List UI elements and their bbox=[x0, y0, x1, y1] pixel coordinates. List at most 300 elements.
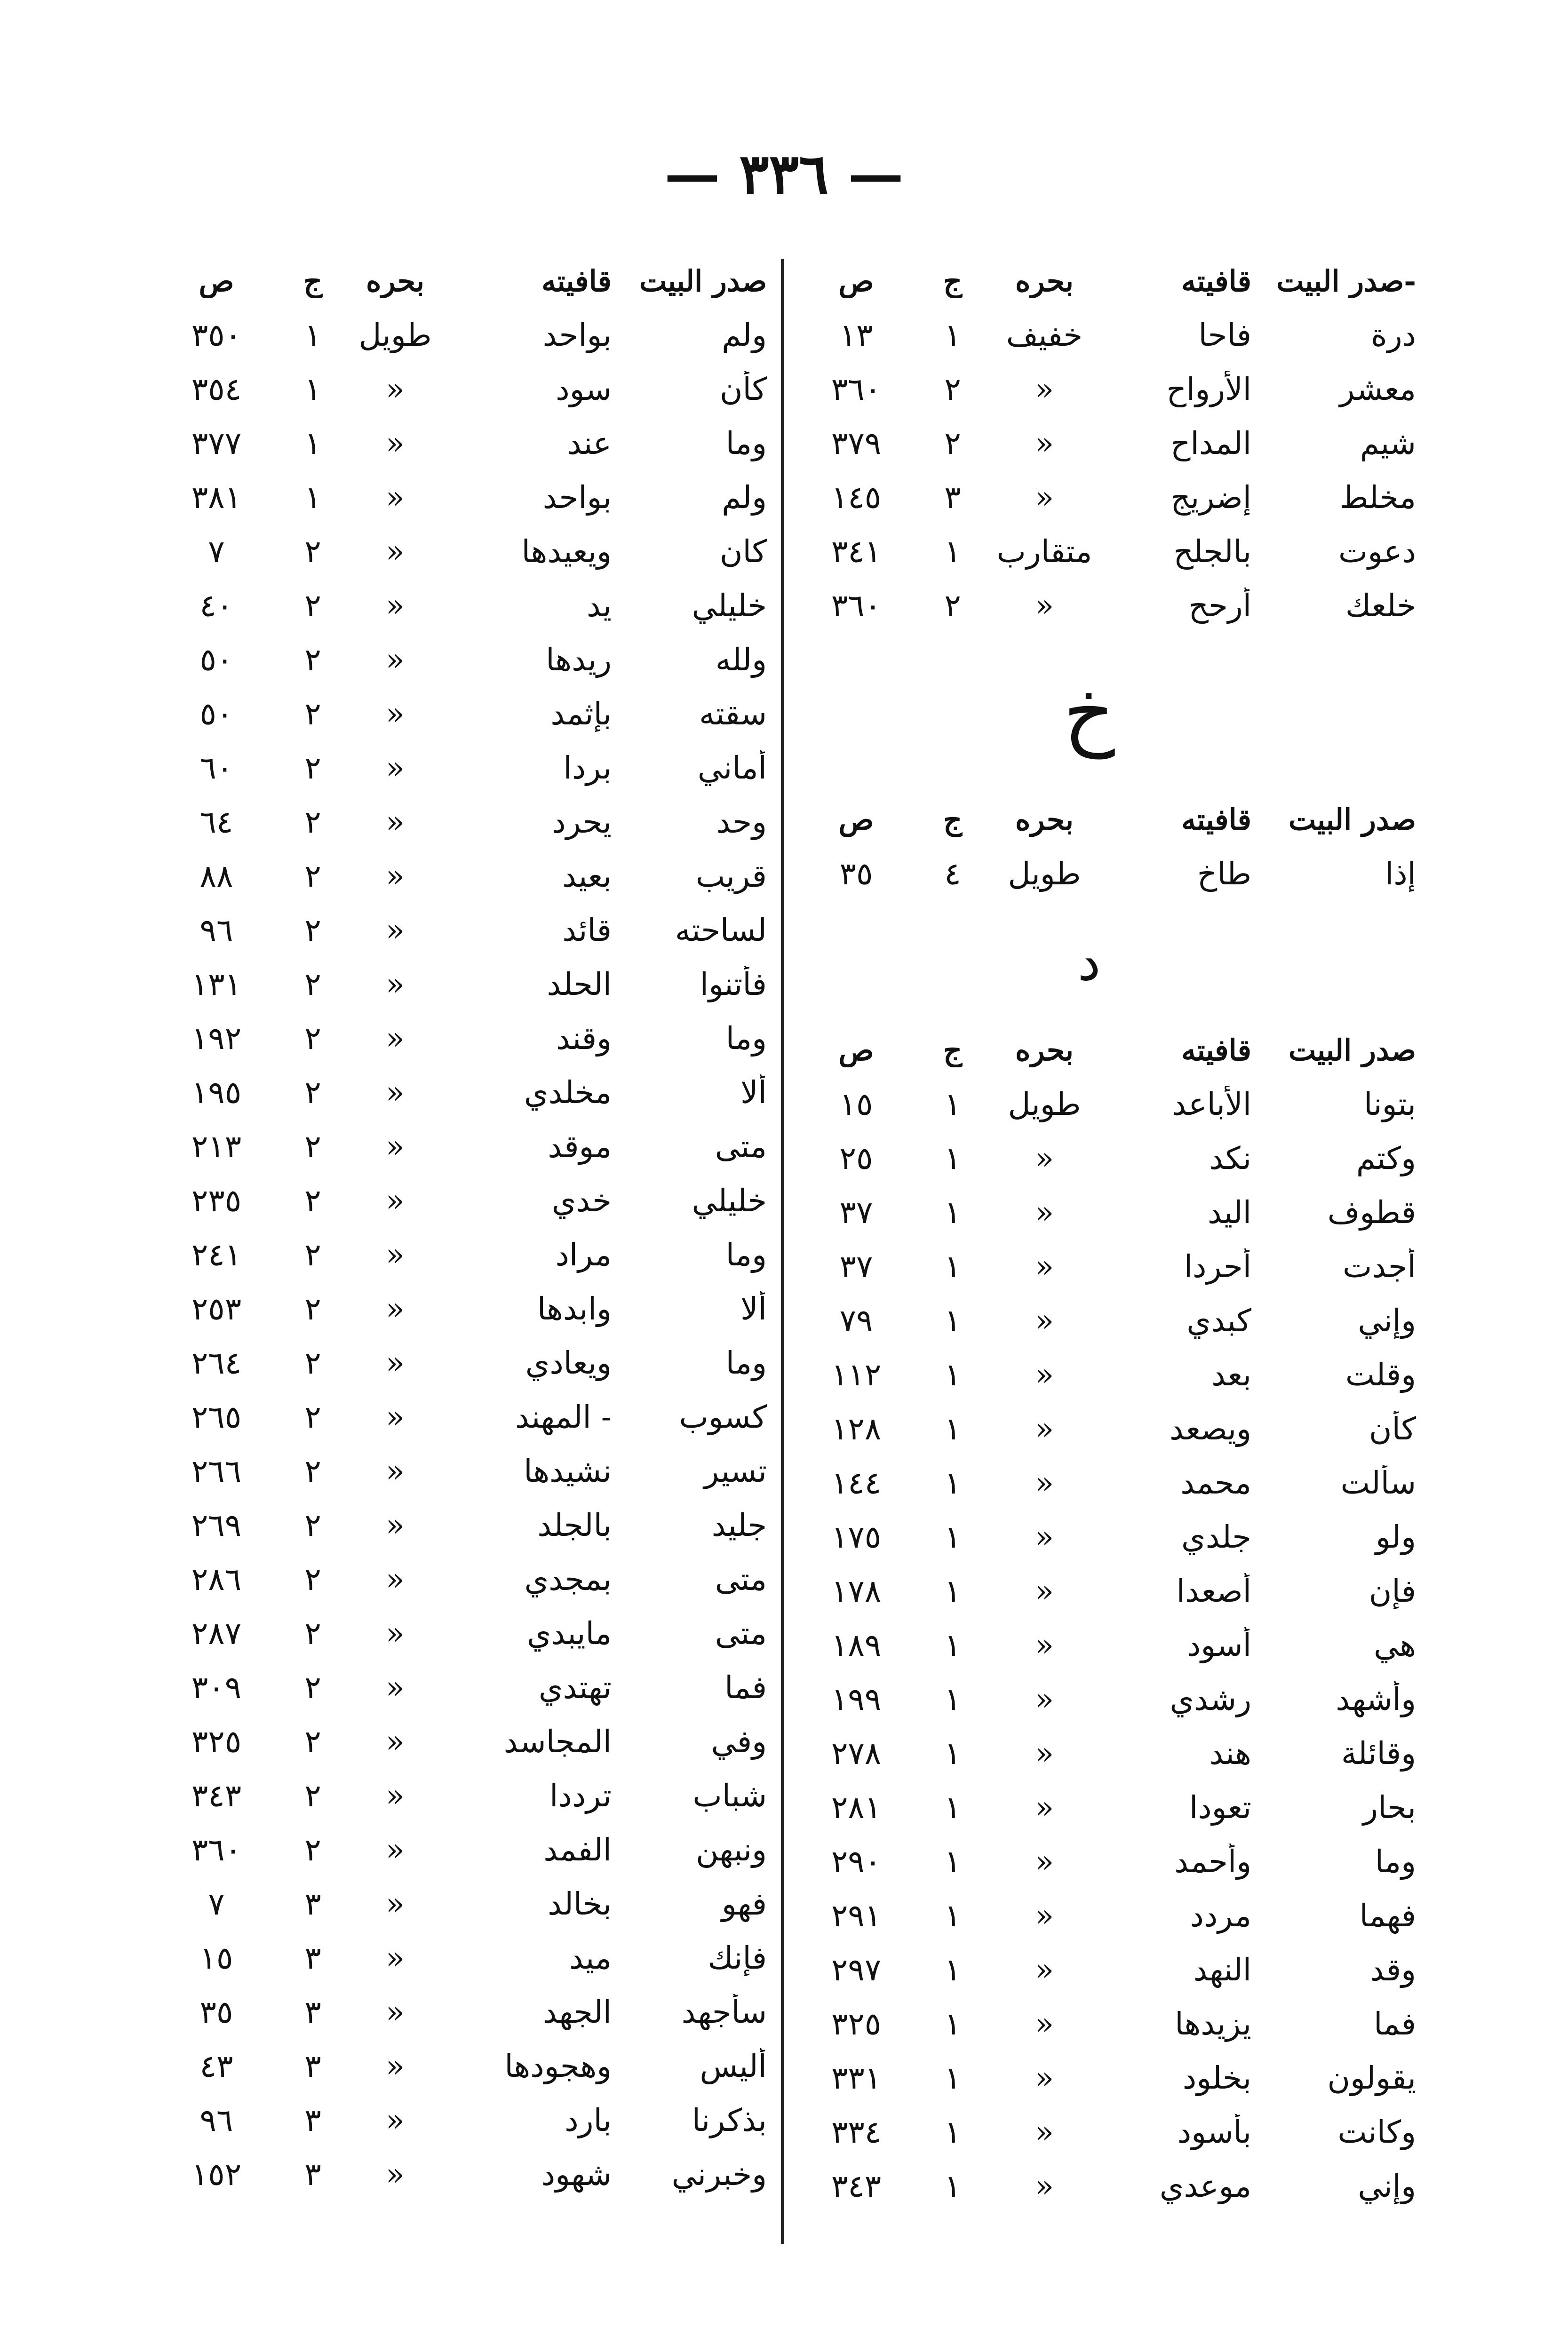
table-row bbox=[790, 1185, 1416, 1240]
cell-safha: ٣٦٠ bbox=[831, 588, 882, 624]
table-row bbox=[790, 1780, 1416, 1835]
cell-bahr: « bbox=[1035, 2006, 1054, 2042]
cell-safha: ١٥ bbox=[839, 1086, 873, 1122]
cell-bahr: « bbox=[385, 1669, 405, 1706]
table-row bbox=[151, 795, 767, 849]
cell-sadr: وإني bbox=[1358, 2168, 1416, 2204]
cell-qafiya: كبدي bbox=[1186, 1303, 1251, 1339]
cell-bahr: « bbox=[1035, 2114, 1054, 2150]
cell-safha: ٣٢٥ bbox=[831, 2006, 882, 2042]
cell-juz: ٢ bbox=[304, 1507, 321, 1543]
header-juz: ج bbox=[303, 264, 323, 298]
cell-bahr: « bbox=[385, 750, 405, 786]
cell-qafiya: الفمد bbox=[543, 1832, 612, 1868]
cell-sadr: ولم bbox=[722, 479, 767, 516]
cell-juz: ٢ bbox=[304, 1832, 321, 1868]
cell-bahr: « bbox=[1035, 1303, 1054, 1339]
cell-sadr: لساحته bbox=[675, 912, 767, 948]
cell-bahr: « bbox=[385, 1615, 405, 1652]
cell-sadr: تسير bbox=[704, 1453, 767, 1489]
cell-juz: ٢ bbox=[944, 371, 961, 407]
cell-safha: ٣٥ bbox=[839, 856, 873, 892]
cell-bahr: طويل bbox=[1008, 1086, 1081, 1122]
table-row bbox=[790, 1402, 1416, 1456]
table-row bbox=[790, 1077, 1416, 1131]
cell-bahr: « bbox=[385, 2102, 405, 2138]
cell-qafiya: وابدها bbox=[537, 1291, 612, 1327]
table-row bbox=[790, 308, 1416, 362]
cell-qafiya: بالجلح bbox=[1173, 533, 1251, 570]
cell-sadr: وفي bbox=[711, 1724, 767, 1760]
table-row bbox=[151, 1065, 767, 1120]
cell-safha: ٢٨٧ bbox=[191, 1615, 242, 1652]
table-row bbox=[790, 1726, 1416, 1780]
cell-juz: ٢ bbox=[304, 912, 321, 948]
cell-juz: ١ bbox=[944, 1952, 961, 1988]
header-bahr: بحره bbox=[366, 264, 424, 298]
cell-bahr: « bbox=[385, 1940, 405, 1976]
cell-safha: ٣٧ bbox=[839, 1248, 873, 1285]
cell-bahr: « bbox=[1035, 1140, 1054, 1176]
cell-sadr: بحار bbox=[1363, 1789, 1416, 1826]
cell-bahr: « bbox=[385, 804, 405, 840]
cell-juz: ١ bbox=[304, 371, 321, 407]
cell-juz: ١ bbox=[944, 1681, 961, 1717]
cell-juz: ٢ bbox=[304, 1291, 321, 1327]
cell-bahr: « bbox=[385, 912, 405, 948]
cell-bahr: خفيف bbox=[1006, 317, 1083, 353]
cell-juz: ١ bbox=[944, 1735, 961, 1772]
table-row bbox=[151, 1174, 767, 1228]
cell-safha: ٢٦٥ bbox=[191, 1399, 242, 1435]
cell-juz: ٢ bbox=[304, 858, 321, 894]
right-header-row bbox=[790, 254, 1416, 308]
table-row bbox=[151, 1120, 767, 1174]
cell-juz: ١ bbox=[944, 317, 961, 353]
cell-qafiya: تعودا bbox=[1189, 1789, 1251, 1826]
cell-bahr: « bbox=[1035, 1952, 1054, 1988]
cell-sadr: سقته bbox=[699, 696, 767, 732]
cell-qafiya: وهجودها bbox=[504, 2048, 612, 2084]
table-row bbox=[151, 957, 767, 1011]
cell-safha: ٨٨ bbox=[199, 858, 233, 894]
cell-safha: ٢٩١ bbox=[831, 1898, 882, 1934]
table-row bbox=[151, 849, 767, 903]
cell-sadr: وقد bbox=[1369, 1952, 1416, 1988]
cell-safha: ٢٦٦ bbox=[191, 1453, 242, 1489]
cell-bahr: طويل bbox=[358, 317, 432, 353]
table-row bbox=[151, 1336, 767, 1390]
cell-safha: ٢١٣ bbox=[191, 1128, 242, 1165]
cell-bahr: « bbox=[385, 1074, 405, 1111]
cell-juz: ٢ bbox=[304, 696, 321, 732]
cell-safha: ١٩٥ bbox=[191, 1074, 242, 1111]
column-divider bbox=[781, 259, 784, 2244]
cell-qafiya: الأرواح bbox=[1166, 371, 1251, 407]
cell-juz: ٣ bbox=[304, 2102, 321, 2138]
cell-safha: ٥٠ bbox=[199, 696, 233, 732]
table-row bbox=[151, 687, 767, 741]
cell-sadr: سألت bbox=[1340, 1465, 1416, 1501]
table-row bbox=[151, 1823, 767, 1877]
cell-bahr: « bbox=[1035, 1789, 1054, 1826]
cell-bahr: « bbox=[385, 588, 405, 624]
header-juz: ج bbox=[943, 264, 963, 298]
cell-bahr: « bbox=[385, 1291, 405, 1327]
header-qafiya: قافيته bbox=[1181, 264, 1251, 298]
cell-qafiya: المداح bbox=[1170, 425, 1251, 461]
cell-sadr: خليلي bbox=[692, 588, 767, 624]
cell-qafiya: قائد bbox=[562, 912, 612, 948]
cell-bahr: « bbox=[385, 1778, 405, 1814]
cell-safha: ٤٣ bbox=[199, 2048, 233, 2084]
cell-qafiya: مايبدي bbox=[526, 1615, 612, 1652]
header-bahr: بحره bbox=[1015, 1033, 1074, 1067]
cell-qafiya: النهد bbox=[1193, 1952, 1251, 1988]
cell-sadr: فإنك bbox=[708, 1940, 767, 1976]
cell-juz: ١ bbox=[944, 1627, 961, 1663]
cell-safha: ٣٤٣ bbox=[191, 1778, 242, 1814]
cell-safha: ٣٤٣ bbox=[831, 2168, 882, 2204]
cell-bahr: « bbox=[385, 1832, 405, 1868]
cell-bahr: « bbox=[1035, 1357, 1054, 1393]
cell-qafiya: موقد bbox=[548, 1128, 612, 1165]
table-row bbox=[790, 2051, 1416, 2105]
cell-safha: ٢٩٠ bbox=[831, 1843, 882, 1880]
cell-qafiya: وقند bbox=[556, 1020, 612, 1057]
dal-header-row bbox=[790, 1023, 1416, 1077]
cell-bahr: « bbox=[385, 858, 405, 894]
cell-qafiya: بارد bbox=[565, 2102, 612, 2138]
table-row bbox=[151, 1282, 767, 1336]
cell-bahr: « bbox=[385, 1453, 405, 1489]
kha-header-row bbox=[790, 793, 1416, 847]
cell-sadr: خليلي bbox=[692, 1183, 767, 1219]
cell-qafiya: بعيد bbox=[562, 858, 612, 894]
cell-safha: ٢٦٤ bbox=[191, 1345, 242, 1381]
cell-qafiya: بردا bbox=[563, 750, 612, 786]
cell-sadr: وقلت bbox=[1345, 1357, 1416, 1393]
cell-sadr: ألا bbox=[740, 1074, 767, 1111]
left-rows bbox=[151, 308, 767, 2201]
cell-bahr: « bbox=[1035, 588, 1054, 624]
cell-juz: ١ bbox=[944, 1140, 961, 1176]
header-sadr: صدر البيت bbox=[639, 264, 767, 298]
cell-bahr: « bbox=[385, 2048, 405, 2084]
cell-safha: ١٧٥ bbox=[831, 1519, 882, 1555]
cell-juz: ١ bbox=[944, 2114, 961, 2150]
cell-sadr: قريب bbox=[695, 858, 767, 894]
cell-juz: ٢ bbox=[304, 1237, 321, 1273]
cell-sadr: شباب bbox=[692, 1778, 767, 1814]
cell-bahr: « bbox=[385, 533, 405, 570]
cell-safha: ٣٥٤ bbox=[191, 371, 242, 407]
header-bahr: بحره bbox=[1015, 803, 1074, 837]
table-row bbox=[151, 1228, 767, 1282]
cell-qafiya: محمد bbox=[1180, 1465, 1251, 1501]
cell-juz: ٢ bbox=[304, 804, 321, 840]
table-row bbox=[790, 524, 1416, 579]
cell-juz: ١ bbox=[944, 1465, 961, 1501]
table-row bbox=[151, 308, 767, 362]
cell-qafiya: أرحح bbox=[1188, 588, 1251, 624]
cell-sadr: وإني bbox=[1358, 1303, 1416, 1339]
cell-bahr: « bbox=[385, 1399, 405, 1435]
cell-qafiya: يزيدها bbox=[1175, 2006, 1251, 2042]
cell-qafiya: نكد bbox=[1209, 1140, 1251, 1176]
table-row bbox=[151, 1011, 767, 1065]
cell-qafiya: - المهند bbox=[515, 1399, 612, 1435]
table-row bbox=[151, 741, 767, 795]
header-juz: ج bbox=[943, 803, 963, 837]
table-row bbox=[790, 470, 1416, 524]
cell-safha: ٢٨١ bbox=[831, 1789, 882, 1826]
cell-safha: ٢٣٥ bbox=[191, 1183, 242, 1219]
cell-safha: ٥٠ bbox=[199, 642, 233, 678]
cell-sadr: قطوف bbox=[1327, 1194, 1416, 1231]
cell-safha: ٣٥٠ bbox=[191, 317, 242, 353]
cell-juz: ٢ bbox=[304, 642, 321, 678]
cell-safha: ٩٦ bbox=[199, 912, 233, 948]
cell-sadr: ولم bbox=[722, 317, 767, 353]
cell-qafiya: مخلدي bbox=[524, 1074, 612, 1111]
cell-juz: ٢ bbox=[944, 425, 961, 461]
cell-juz: ٣ bbox=[304, 2048, 321, 2084]
cell-qafiya: اليد bbox=[1207, 1194, 1251, 1231]
table-row bbox=[151, 1552, 767, 1606]
cell-qafiya: موعدي bbox=[1159, 2168, 1251, 2204]
cell-sadr: وكتم bbox=[1356, 1140, 1416, 1176]
cell-juz: ٢ bbox=[304, 1183, 321, 1219]
table-row bbox=[151, 2147, 767, 2201]
cell-sadr: وخبرني bbox=[671, 2156, 767, 2193]
cell-sadr: خلعك bbox=[1345, 588, 1416, 624]
cell-sadr: دعوت bbox=[1338, 533, 1416, 570]
cell-bahr: « bbox=[385, 2156, 405, 2193]
table-row bbox=[790, 1294, 1416, 1348]
cell-qafiya: وأحمد bbox=[1174, 1843, 1251, 1880]
cell-sadr: أليس bbox=[700, 2048, 767, 2084]
cell-juz: ١ bbox=[944, 1357, 961, 1393]
cell-safha: ٢٧٨ bbox=[831, 1735, 882, 1772]
cell-bahr: متقارب bbox=[996, 533, 1092, 570]
cell-safha: ٣٣٤ bbox=[831, 2114, 882, 2150]
table-row bbox=[790, 1348, 1416, 1402]
cell-qafiya: عند bbox=[567, 425, 612, 461]
cell-juz: ١ bbox=[944, 1789, 961, 1826]
cell-bahr: « bbox=[1035, 1519, 1054, 1555]
cell-juz: ١ bbox=[944, 2060, 961, 2096]
cell-safha: ١٩٩ bbox=[831, 1681, 882, 1717]
header-safha: ص bbox=[199, 264, 234, 298]
cell-juz: ١ bbox=[944, 1411, 961, 1447]
cell-qafiya: رشدي bbox=[1170, 1681, 1251, 1717]
table-row bbox=[151, 1444, 767, 1498]
cell-sadr: جليد bbox=[711, 1507, 767, 1543]
cell-juz: ١ bbox=[944, 1573, 961, 1609]
cell-qafiya: أسود bbox=[1186, 1627, 1251, 1663]
cell-qafiya: أحردا bbox=[1184, 1248, 1251, 1285]
cell-sadr: وحد bbox=[716, 804, 767, 840]
table-row bbox=[790, 2105, 1416, 2159]
table-row bbox=[790, 579, 1416, 633]
table-row bbox=[151, 2039, 767, 2093]
cell-qafiya: الجهد bbox=[542, 1994, 612, 2030]
cell-juz: ١ bbox=[944, 533, 961, 570]
cell-safha: ١٣١ bbox=[191, 966, 242, 1002]
cell-sadr: كأن bbox=[1369, 1411, 1416, 1447]
cell-qafiya: مراد bbox=[555, 1237, 612, 1273]
cell-sadr: فما bbox=[1374, 2006, 1416, 2042]
cell-juz: ٢ bbox=[304, 1724, 321, 1760]
cell-juz: ٢ bbox=[304, 533, 321, 570]
cell-safha: ٣٠٩ bbox=[191, 1669, 242, 1706]
cell-qafiya: شهود bbox=[541, 2156, 612, 2193]
cell-safha: ٣٧ bbox=[839, 1194, 873, 1231]
cell-juz: ١ bbox=[944, 1086, 961, 1122]
cell-sadr: ونبهن bbox=[696, 1832, 767, 1868]
cell-qafiya: بعد bbox=[1211, 1357, 1251, 1393]
cell-qafiya: الأباعد bbox=[1172, 1086, 1251, 1122]
cell-juz: ٢ bbox=[304, 1074, 321, 1111]
cell-juz: ٢ bbox=[304, 1399, 321, 1435]
table-row bbox=[151, 1985, 767, 2039]
cell-safha: ٧ bbox=[208, 1886, 225, 1922]
left-header-row bbox=[151, 254, 767, 308]
table-row bbox=[790, 362, 1416, 416]
table-row bbox=[790, 1943, 1416, 1997]
table-row bbox=[151, 524, 767, 579]
cell-bahr: « bbox=[1035, 479, 1054, 516]
cell-bahr: « bbox=[1035, 2060, 1054, 2096]
cell-qafiya: بمجدي bbox=[524, 1561, 612, 1597]
cell-qafiya: بالجلد bbox=[537, 1507, 612, 1543]
table-row bbox=[151, 416, 767, 470]
cell-bahr: « bbox=[385, 1020, 405, 1057]
cell-sadr: هي bbox=[1374, 1627, 1416, 1663]
cell-juz: ٢ bbox=[944, 588, 961, 624]
right-column bbox=[790, 254, 1416, 2213]
cell-qafiya: يحرد bbox=[552, 804, 612, 840]
cell-juz: ١ bbox=[944, 1194, 961, 1231]
cell-bahr: « bbox=[385, 1183, 405, 1219]
cell-juz: ١ bbox=[944, 2006, 961, 2042]
cell-sadr: بتونا bbox=[1364, 1086, 1416, 1122]
cell-qafiya: ميد bbox=[569, 1940, 612, 1976]
cell-safha: ٣٤١ bbox=[831, 533, 882, 570]
cell-sadr: كأن bbox=[720, 371, 767, 407]
table-row bbox=[790, 2159, 1416, 2213]
cell-juz: ٢ bbox=[304, 1345, 321, 1381]
cell-juz: ١ bbox=[944, 1519, 961, 1555]
cell-safha: ١٤٥ bbox=[831, 479, 882, 516]
cell-sadr: سأجهد bbox=[681, 1994, 767, 2030]
cell-juz: ٢ bbox=[304, 1128, 321, 1165]
cell-bahr: « bbox=[1035, 371, 1054, 407]
cell-juz: ٢ bbox=[304, 966, 321, 1002]
cell-safha: ٢٩٧ bbox=[831, 1952, 882, 1988]
cell-safha: ٢٥ bbox=[839, 1140, 873, 1176]
cell-sadr: كان bbox=[720, 533, 767, 570]
cell-juz: ١ bbox=[304, 317, 321, 353]
cell-qafiya: بخالد bbox=[548, 1886, 612, 1922]
table-row bbox=[151, 1390, 767, 1444]
cell-bahr: « bbox=[1035, 1248, 1054, 1285]
table-row bbox=[790, 1672, 1416, 1726]
cell-safha: ٣٧٧ bbox=[191, 425, 242, 461]
table-row bbox=[151, 1606, 767, 1661]
cell-bahr: « bbox=[1035, 1573, 1054, 1609]
cell-bahr: « bbox=[385, 1237, 405, 1273]
cell-qafiya: ويصعد bbox=[1170, 1411, 1251, 1447]
header-sadr: صدر البيت bbox=[1288, 803, 1416, 837]
cell-qafiya: بأسود bbox=[1177, 2114, 1251, 2150]
cell-safha: ٢٨٦ bbox=[191, 1561, 242, 1597]
cell-bahr: « bbox=[385, 1507, 405, 1543]
cell-safha: ٣٦٠ bbox=[191, 1832, 242, 1868]
cell-safha: ٣٧٩ bbox=[831, 425, 882, 461]
cell-juz: ١ bbox=[304, 425, 321, 461]
kha-rows bbox=[790, 847, 1416, 901]
cell-bahr: « bbox=[385, 1561, 405, 1597]
cell-bahr: « bbox=[1035, 1627, 1054, 1663]
cell-bahr: « bbox=[1035, 1843, 1054, 1880]
cell-sadr: ولو bbox=[1375, 1519, 1416, 1555]
table-row bbox=[151, 1715, 767, 1769]
cell-qafiya: نشيدها bbox=[524, 1453, 612, 1489]
table-row bbox=[151, 903, 767, 957]
cell-qafiya: طاخ bbox=[1197, 856, 1251, 892]
cell-qafiya: ترددا bbox=[549, 1778, 612, 1814]
cell-qafiya: بواحد bbox=[542, 317, 612, 353]
section-letter-kha: خ bbox=[1063, 666, 1115, 759]
cell-juz: ٣ bbox=[304, 1940, 321, 1976]
cell-safha: ١٩٢ bbox=[191, 1020, 242, 1057]
table-row bbox=[151, 1498, 767, 1552]
cell-safha: ١١٢ bbox=[831, 1357, 882, 1393]
table-row bbox=[151, 2093, 767, 2147]
cell-safha: ١٨٩ bbox=[831, 1627, 882, 1663]
table-row bbox=[151, 1661, 767, 1715]
cell-bahr: « bbox=[1035, 1898, 1054, 1934]
cell-bahr: « bbox=[1035, 1411, 1054, 1447]
cell-juz: ٣ bbox=[944, 479, 961, 516]
cell-safha: ٢٥٣ bbox=[191, 1291, 242, 1327]
cell-sadr: إذا bbox=[1385, 856, 1416, 892]
cell-bahr: « bbox=[1035, 1194, 1054, 1231]
cell-qafiya: الحلد bbox=[547, 966, 612, 1002]
cell-juz: ٢ bbox=[304, 1778, 321, 1814]
cell-sadr: فهو bbox=[721, 1886, 767, 1922]
cell-sadr: مخلط bbox=[1339, 479, 1416, 516]
cell-juz: ١ bbox=[944, 1843, 961, 1880]
cell-qafiya: ويعادي bbox=[525, 1345, 612, 1381]
cell-qafiya: بخلود bbox=[1182, 2060, 1251, 2096]
cell-qafiya: مردد bbox=[1190, 1898, 1251, 1934]
cell-juz: ٢ bbox=[304, 588, 321, 624]
cell-sadr: وما bbox=[725, 425, 767, 461]
cell-sadr: فإن bbox=[1369, 1573, 1416, 1609]
cell-sadr: معشر bbox=[1339, 371, 1416, 407]
cell-safha: ٣٨١ bbox=[191, 479, 242, 516]
cell-sadr: وقائلة bbox=[1341, 1735, 1416, 1772]
cell-safha: ١٤٤ bbox=[831, 1465, 882, 1501]
table-row bbox=[151, 362, 767, 416]
cell-sadr: فأتنوا bbox=[700, 966, 767, 1002]
cell-safha: ٣٢٥ bbox=[191, 1724, 242, 1760]
cell-sadr: متى bbox=[715, 1615, 767, 1652]
cell-safha: ٤٠ bbox=[199, 588, 233, 624]
